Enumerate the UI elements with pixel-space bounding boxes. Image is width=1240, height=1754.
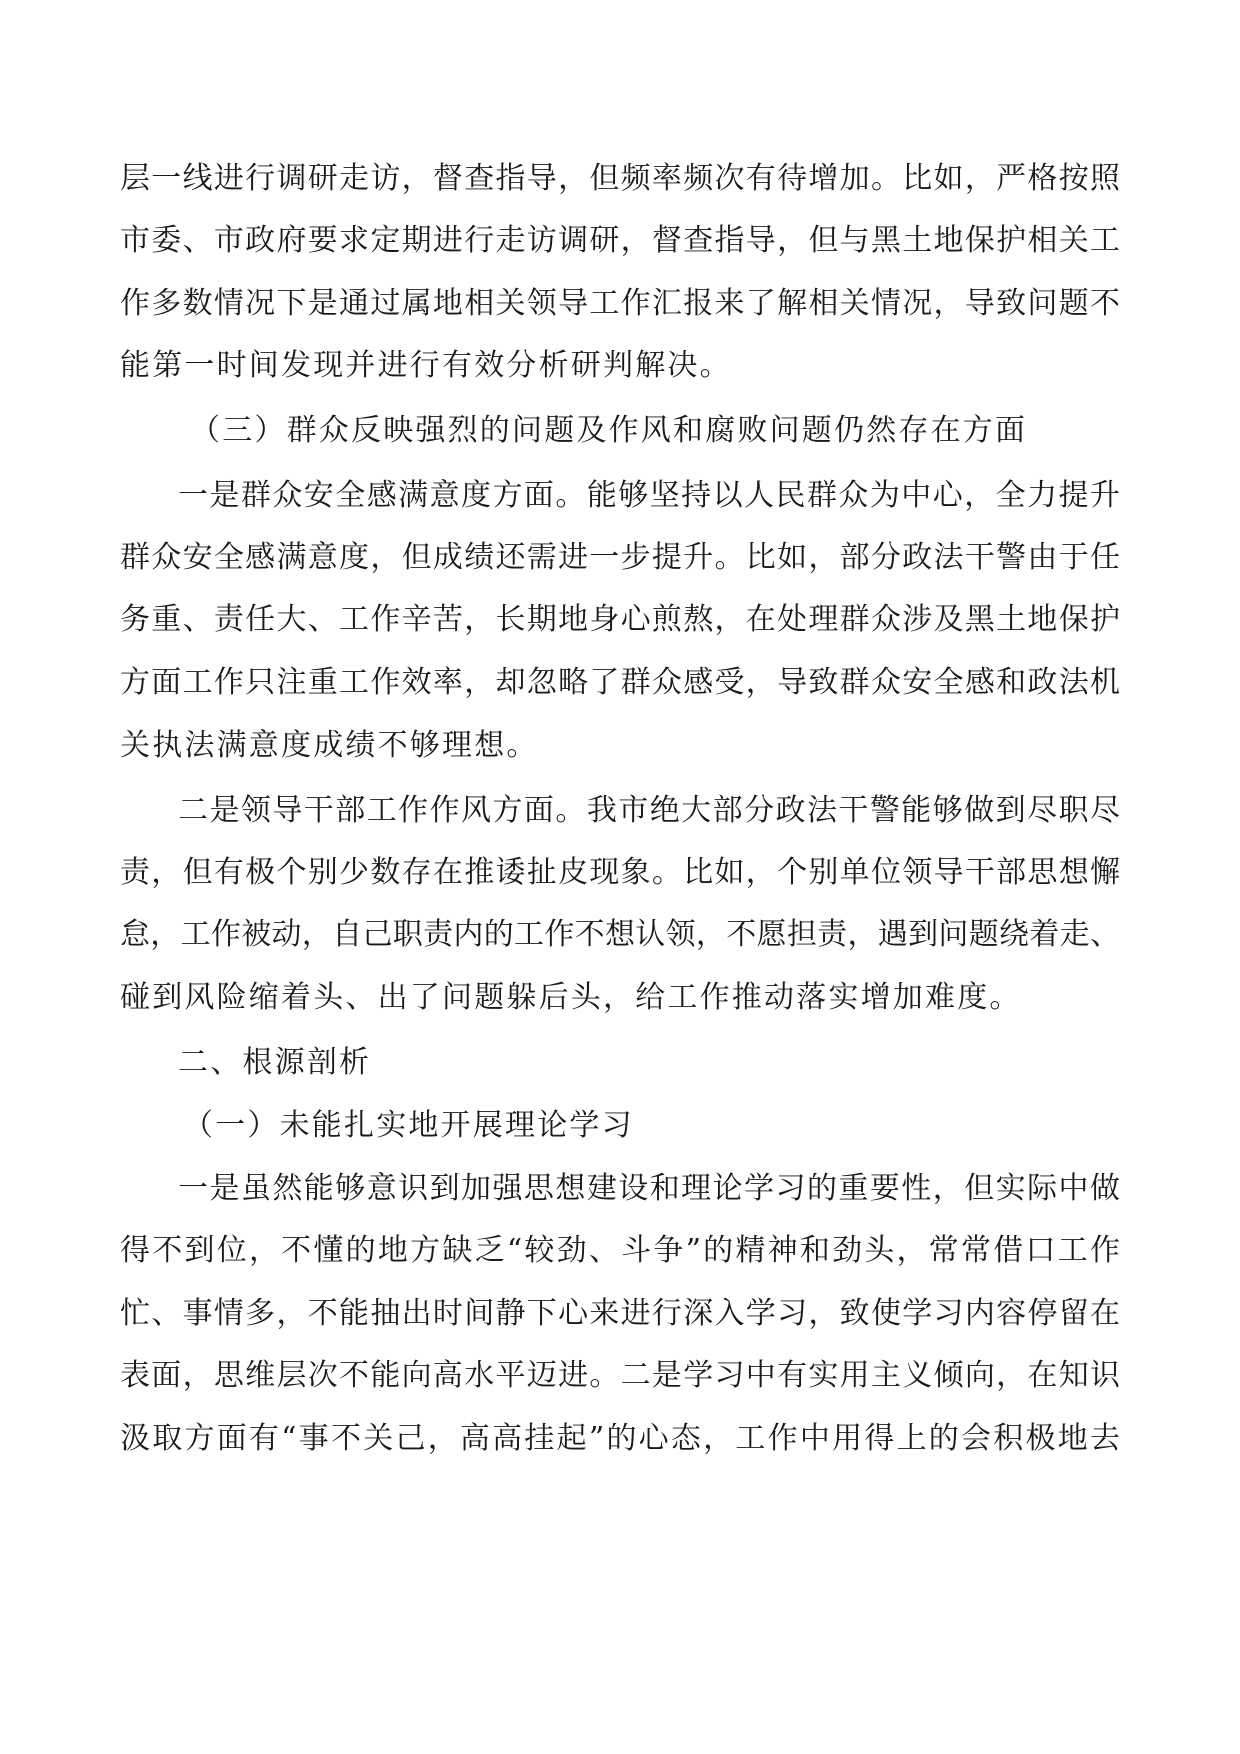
body-text-line: 碰到风险缩着头、出了问题躲后头，给工作推动落实增加难度。 <box>120 980 1022 1015</box>
body-text-line: 关执法满意度成绩不够理想。 <box>120 728 539 763</box>
body-text-line: 汲取方面有“事不关己，高高挂起”的心态，工作中用得上的会积极地去 <box>120 1421 1120 1456</box>
section-heading: （三）群众反映强烈的问题及作风和腐败问题仍然存在方面 <box>190 413 1028 448</box>
section-heading: （一）未能扎实地开展理论学习 <box>183 1108 634 1143</box>
chapter-heading: 二、根源剖析 <box>178 1045 372 1080</box>
body-text-line: 表面，思维层次不能向高水平迈进。二是学习中有实用主义倾向，在知识 <box>120 1358 1120 1393</box>
body-text-line: 群众安全感满意度，但成绩还需进一步提升。比如，部分政法干警由于任 <box>120 540 1120 575</box>
body-text-line: 务重、责任大、工作辛苦，长期地身心煎熬，在处理群众涉及黑土地保护 <box>120 602 1120 637</box>
body-text-line: 忙、事情多，不能抽出时间静下心来进行深入学习，致使学习内容停留在 <box>120 1296 1120 1331</box>
body-text-line: 作多数情况下是通过属地相关领导工作汇报来了解相关情况，导致问题不 <box>120 286 1120 321</box>
paragraph-first-line: 二是领导干部工作作风方面。我市绝大部分政法干警能够做到尽职尽 <box>178 793 1120 828</box>
body-text-line: 层一线进行调研走访，督查指导，但频率频次有待增加。比如，严格按照 <box>120 161 1120 196</box>
body-text-line: 方面工作只注重工作效率，却忽略了群众感受，导致群众安全感和政法机 <box>120 665 1120 700</box>
body-text-line: 得不到位，不懂的地方缺乏“较劲、斗争”的精神和劲头，常常借口工作 <box>120 1233 1120 1268</box>
paragraph-first-line: 一是群众安全感满意度方面。能够坚持以人民群众为中心，全力提升 <box>178 478 1120 513</box>
body-text-line: 怠，工作被动，自己职责内的工作不想认领，不愿担责，遇到问题绕着走、 <box>120 917 1120 952</box>
body-text-line: 市委、市政府要求定期进行走访调研，督查指导，但与黑土地保护相关工 <box>120 223 1120 258</box>
body-text-line: 责，但有极个别少数存在推诿扯皮现象。比如，个别单位领导干部思想懈 <box>120 855 1120 890</box>
body-text-line: 能第一时间发现并进行有效分析研判解决。 <box>120 348 732 383</box>
paragraph-first-line: 一是虽然能够意识到加强思想建设和理论学习的重要性，但实际中做 <box>178 1171 1120 1206</box>
